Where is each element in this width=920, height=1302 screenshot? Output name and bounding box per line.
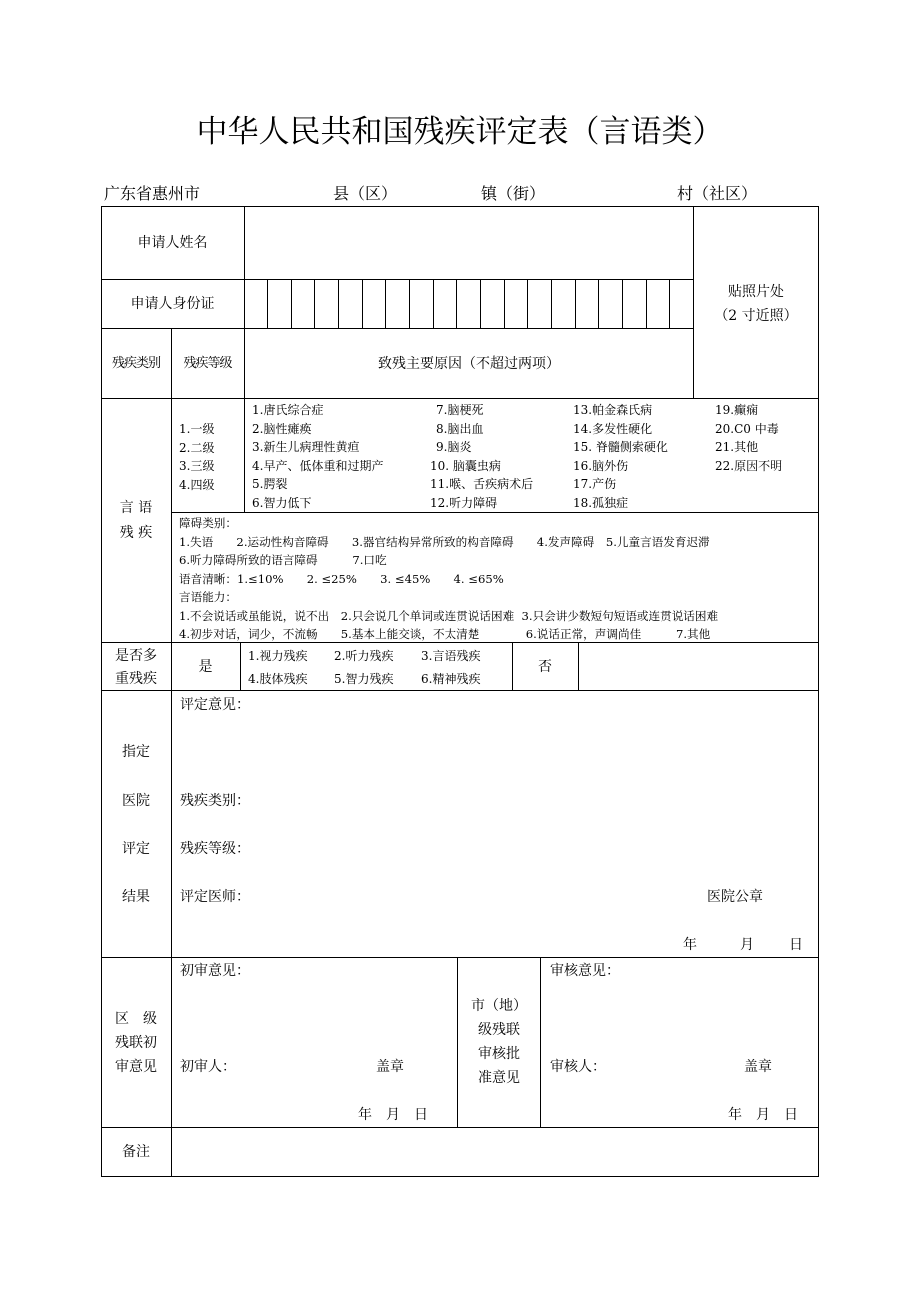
cause-option[interactable]: 2.脑性瘫痪: [252, 421, 312, 436]
photo-placeholder-line2: （2 寸近照）: [714, 308, 798, 324]
id-box-divider: [669, 279, 670, 328]
id-box-divider: [646, 279, 647, 328]
cause-option[interactable]: 16.脑外伤: [573, 458, 629, 473]
hospital-side-2: 医院: [122, 793, 150, 809]
applicant-id-label: 申请人身份证: [130, 296, 215, 312]
grade-header: 残疾等级: [183, 356, 232, 371]
location-county: 县（区）: [333, 184, 398, 203]
multiple-label-1: 是否多: [115, 648, 157, 664]
cause-option[interactable]: 10. 脑囊虫病: [430, 458, 501, 473]
cause-option[interactable]: 13.帕金森氏病: [573, 403, 653, 417]
id-box-divider: [314, 279, 315, 328]
id-box-divider: [622, 279, 623, 328]
cause-column-2: [430, 401, 533, 512]
cause-option[interactable]: 1.唐氏综合症: [252, 403, 324, 417]
location-village: 村（社区）: [677, 184, 758, 203]
city-side-1: 市（地）: [471, 998, 527, 1014]
multiple-no[interactable]: 否: [538, 659, 552, 675]
city-side-3: 审核批: [478, 1046, 520, 1062]
hospital-seal-label: 医院公章: [707, 889, 763, 905]
cause-option[interactable]: 11.喉、舌疾病术后: [430, 477, 534, 491]
detail-line: 6.听力障碍所致的语言障碍 7.口吃: [179, 553, 387, 567]
id-box-divider: [267, 279, 268, 328]
grade-option[interactable]: 1.一级: [179, 422, 215, 436]
cause-option[interactable]: 3.新生儿病理性黄疸: [252, 440, 360, 454]
id-box-divider: [598, 279, 599, 328]
grade-option[interactable]: 4.四级: [179, 477, 215, 492]
city-date: 年 月 日: [728, 1107, 798, 1123]
id-box-divider: [433, 279, 434, 328]
cause-column-1: [252, 401, 383, 512]
id-box-divider: [362, 279, 363, 328]
multiple-label-2: 重残疾: [115, 671, 157, 687]
multi-option[interactable]: 3.言语残疾: [421, 649, 481, 663]
multi-option[interactable]: 2.听力残疾: [334, 649, 394, 663]
detail-line: 1.不会说话或虽能说，说不出 2.只会说几个单词或连贯说话困难 3.只会讲少数短句短语或连贯说话困难: [179, 608, 719, 623]
district-side-3: 审意见: [115, 1059, 157, 1075]
location-town: 镇（街）: [481, 184, 546, 203]
city-side-4: 准意见: [478, 1070, 520, 1086]
page-title: 中华人民共和国残疾评定表（言语类）: [196, 114, 724, 150]
multi-option[interactable]: 5.智力残疾: [334, 672, 394, 686]
hospital-date-month: 月: [740, 937, 754, 953]
multi-option[interactable]: 1.视力残疾: [248, 649, 308, 663]
cause-option[interactable]: 5.腭裂: [252, 477, 288, 491]
id-box-divider: [385, 279, 386, 328]
grade-list: [179, 420, 214, 494]
cause-option[interactable]: 14.多发性硬化: [573, 421, 653, 436]
id-box-divider: [338, 279, 339, 328]
speech-label-2: 残 疾: [119, 525, 153, 541]
hospital-date-day: 日: [789, 937, 803, 953]
district-side-2: 残联初: [115, 1035, 157, 1051]
detail-line: 言语能力：: [179, 590, 237, 604]
grade-option[interactable]: 3.三级: [179, 459, 215, 473]
multi-option[interactable]: 6.精神残疾: [421, 672, 481, 686]
speech-detail-block: [179, 514, 718, 644]
cause-option[interactable]: 19.癫痫: [715, 403, 759, 417]
city-opinion-label: 审核意见：: [550, 963, 620, 979]
applicant-name-field[interactable]: [245, 207, 692, 278]
hospital-doctor-label: 评定医师：: [180, 889, 250, 905]
speech-label-1: 言 语: [119, 500, 153, 516]
district-person-label: 初审人：: [180, 1059, 236, 1075]
grade-option[interactable]: 2.二级: [179, 440, 215, 455]
cause-option[interactable]: 8.脑出血: [436, 421, 484, 436]
id-box-divider: [456, 279, 457, 328]
hospital-opinion-label: 评定意见：: [180, 697, 250, 713]
id-box-divider: [575, 279, 576, 328]
id-box-divider: [551, 279, 552, 328]
hospital-category-label: 残疾类别：: [180, 793, 250, 809]
multi-option[interactable]: 4.肢体残疾: [248, 672, 308, 686]
multiple-yes[interactable]: 是: [198, 659, 213, 675]
hospital-side-3: 评定: [122, 841, 150, 857]
cause-option[interactable]: 7.脑梗死: [436, 403, 484, 417]
detail-line: 语音清晰：1.≤10% 2. ≤25% 3. ≤45% 4. ≤65%: [179, 571, 504, 586]
cause-option[interactable]: 21.其他: [715, 440, 759, 454]
district-date: 年 月 日: [358, 1107, 428, 1123]
cause-column-4: [715, 401, 782, 475]
city-side-2: 级残联: [478, 1022, 520, 1038]
district-seal-label: 盖章: [376, 1059, 404, 1075]
photo-placeholder-line1: 贴照片处: [728, 284, 784, 300]
cause-option[interactable]: 9.脑炎: [436, 440, 472, 454]
id-box-divider: [480, 279, 481, 328]
district-side-1: 区 级: [115, 1011, 157, 1027]
detail-line: 障碍类别：: [179, 516, 237, 530]
id-box-divider: [504, 279, 505, 328]
remarks-label: 备注: [122, 1144, 150, 1160]
cause-option[interactable]: 12.听力障碍: [430, 495, 498, 510]
cause-header: 致残主要原因（不超过两项）: [378, 356, 560, 372]
id-box-divider: [409, 279, 410, 328]
location-prefix: 广东省惠州市: [104, 184, 201, 203]
cause-option[interactable]: 17.产伤: [573, 477, 617, 491]
cause-option[interactable]: 15. 脊髓侧索硬化: [573, 440, 668, 454]
id-box-divider: [291, 279, 292, 328]
hospital-side-4: 结果: [122, 889, 150, 905]
category-header: 残疾类别: [111, 356, 160, 371]
hospital-date-year: 年: [683, 937, 697, 953]
cause-option[interactable]: 6.智力低下: [252, 495, 312, 510]
cause-option[interactable]: 18.孤独症: [573, 495, 629, 510]
applicant-name-label: 申请人姓名: [137, 235, 208, 251]
detail-line: 1.失语 2.运动性构音障碍 3.器官结构异常所致的构音障碍 4.发声障碍 5.儿童言语发育迟滞: [179, 534, 710, 549]
city-seal-label: 盖章: [744, 1059, 772, 1075]
detail-line: 4.初步对话，词少，不流畅 5.基本上能交谈，不太清楚 6.说话正常，声调尚佳 7.其他: [179, 627, 711, 641]
cause-option[interactable]: 22.原因不明: [715, 458, 783, 473]
cause-option[interactable]: 20.C0 中毒: [715, 421, 779, 436]
remarks-field[interactable]: [172, 1128, 817, 1175]
id-box-divider: [527, 279, 528, 328]
cause-column-3: [573, 401, 668, 512]
hospital-grade-label: 残疾等级：: [180, 841, 250, 857]
cause-option[interactable]: 4.早产、低体重和过期产: [252, 458, 384, 473]
district-opinion-label: 初审意见：: [180, 963, 250, 979]
city-person-label: 审核人：: [550, 1059, 606, 1075]
hospital-side-1: 指定: [122, 744, 150, 760]
